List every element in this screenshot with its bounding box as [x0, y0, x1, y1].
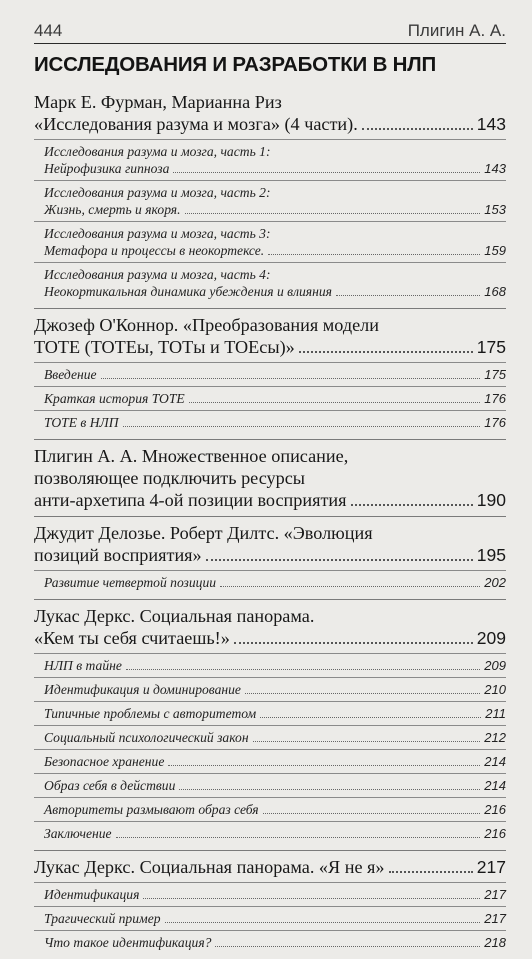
- toc-page-number: 214: [484, 778, 506, 793]
- toc-subentry: [34, 930, 506, 954]
- toc-page-number: 195: [476, 545, 506, 565]
- toc-subentry-leader-row: [44, 366, 506, 383]
- toc-subentry: [34, 797, 506, 821]
- dot-leader: [253, 741, 481, 742]
- dot-leader: [362, 128, 473, 130]
- dot-leader: [245, 693, 480, 694]
- toc-page-number: 217: [484, 887, 506, 902]
- toc-entry: [34, 516, 506, 599]
- toc-page-number: 176: [484, 391, 506, 406]
- toc-entry-title: [34, 314, 506, 358]
- toc-subentry-title-line: Типичные проблемы с авторитетом: [44, 706, 257, 721]
- toc-subentry-leader-row: [44, 705, 506, 722]
- toc-subentry-title-line: НЛП в тайне: [44, 658, 122, 673]
- running-head: [34, 0, 506, 44]
- dot-leader: [299, 351, 473, 353]
- toc-page-number: 202: [484, 575, 506, 590]
- toc-entry-title: [34, 856, 506, 878]
- toc-page-number: 190: [476, 490, 506, 510]
- toc-page-number: 209: [476, 628, 506, 648]
- toc-page-number: 217: [476, 857, 506, 877]
- toc-entry-title-line: Марк Е. Фурман, Марианна Риз: [34, 92, 282, 112]
- toc-page-number: 159: [484, 243, 506, 258]
- toc-subentries: [34, 570, 506, 594]
- toc-entry-title-line: позиций восприятия»: [34, 545, 202, 565]
- toc-entry-leader-row: [34, 489, 506, 511]
- toc-entry-title-line: Лукас Деркс. Социальная панорама. «Я не я»: [34, 857, 385, 877]
- toc-page-number: 143: [484, 161, 506, 176]
- dot-leader: [389, 871, 473, 873]
- toc-subentry-leader-row: [44, 801, 506, 818]
- toc-subentry-title-line: Развитие четвертой позиции: [44, 575, 217, 590]
- toc-page-number: 153: [484, 202, 506, 217]
- toc-subentry-title-line: Идентификация: [44, 887, 140, 902]
- toc-subentry-title-line: Исследования разума и мозга, часть 4:: [44, 267, 271, 282]
- dot-leader: [234, 642, 473, 644]
- toc-subentry: [34, 221, 506, 262]
- toc-subentry: [34, 570, 506, 594]
- page-number: 444: [34, 21, 63, 40]
- toc-subentry-leader-row: [44, 574, 506, 591]
- toc-subentry-leader-row: [44, 910, 506, 927]
- toc-page-number: 176: [484, 415, 506, 430]
- toc-entry: [34, 439, 506, 516]
- dot-leader: [126, 669, 480, 670]
- toc-subentry-title-line: Нейрофизика гипноза: [44, 161, 170, 176]
- toc-subentry-leader-row: [44, 160, 506, 177]
- toc-entry-title: [34, 91, 506, 135]
- dot-leader: [168, 765, 480, 766]
- toc-subentry-leader-row: [44, 825, 506, 842]
- toc-entry-title-line: анти-архетипа 4-ой позиции восприятия: [34, 490, 347, 510]
- section-title: ИССЛЕДОВАНИЯ И РАЗРАБОТКИ В НЛП: [34, 53, 436, 76]
- toc-subentry-leader-row: [44, 777, 506, 794]
- toc-subentry: [34, 906, 506, 930]
- toc-page-number: 143: [476, 114, 506, 134]
- dot-leader: [260, 717, 481, 718]
- dot-leader: [189, 402, 481, 403]
- toc-subentry: [34, 882, 506, 906]
- toc-page-number: 175: [484, 367, 506, 382]
- toc-subentry: [34, 386, 506, 410]
- toc-entry-leader-row: [34, 627, 506, 649]
- toc-entry-title-line: TOTE (TOTEы, TOTы и TOEсы)»: [34, 337, 295, 357]
- toc-subentry-title-line: Жизнь, смерть и якоря.: [44, 202, 181, 217]
- toc-entry-title-line: Лукас Деркс. Социальная панорама.: [34, 606, 315, 626]
- dot-leader: [185, 213, 481, 214]
- toc-subentry: [34, 821, 506, 845]
- toc-subentries: [34, 653, 506, 845]
- dot-leader: [206, 559, 473, 561]
- dot-leader: [336, 295, 480, 296]
- toc-entry-leader-row: [34, 544, 506, 566]
- toc-page-number: 175: [476, 337, 506, 357]
- toc-subentry-title-line: Краткая история TOTE: [44, 391, 185, 406]
- toc-subentry: [34, 653, 506, 677]
- toc-entry-title: [34, 605, 506, 649]
- toc-subentry-leader-row: [44, 886, 506, 903]
- toc-subentries: [34, 882, 506, 954]
- toc-subentry-leader-row: [44, 729, 506, 746]
- toc-entry-title: [34, 522, 506, 566]
- toc-subentry: [34, 749, 506, 773]
- toc-subentry-leader-row: [44, 242, 506, 259]
- toc-entry-title-line: Плигин А. А. Множественное описание,: [34, 446, 349, 466]
- toc-page-number: 211: [485, 706, 506, 721]
- toc-subentry-title-line: Неокортикальная динамика убеждения и влияния: [44, 284, 332, 299]
- toc-subentry: [34, 262, 506, 303]
- toc-subentry-title-line: Идентификация и доминирование: [44, 682, 241, 697]
- toc-entry-leader-row: [34, 336, 506, 358]
- dot-leader: [165, 922, 481, 923]
- dot-leader: [179, 789, 480, 790]
- dot-leader: [220, 586, 480, 587]
- dot-leader: [123, 426, 481, 427]
- toc-subentry: [34, 410, 506, 434]
- toc-entry: [34, 599, 506, 850]
- toc-entry-title-line: «Кем ты себя считаешь!»: [34, 628, 230, 648]
- toc-subentry: [34, 180, 506, 221]
- toc-subentry-title-line: Авторитеты размывают образ себя: [44, 802, 259, 817]
- toc-page-number: 210: [484, 682, 506, 697]
- toc-entry: [34, 850, 506, 959]
- dot-leader: [263, 813, 481, 814]
- toc-subentry-leader-row: [44, 753, 506, 770]
- toc-page-number: 212: [484, 730, 506, 745]
- toc-page-number: 217: [484, 911, 506, 926]
- toc-subentry-title-line: Образ себя в действии: [44, 778, 176, 793]
- toc-entry-title-line: Джудит Делозье. Роберт Дилтс. «Эволюция: [34, 523, 373, 543]
- toc-subentry-title-line: Заключение: [44, 826, 112, 841]
- toc-entry-title-line: Джозеф О'Коннор. «Преобразования модели: [34, 315, 379, 335]
- toc-subentry-title-line: Социальный психологический закон: [44, 730, 249, 745]
- table-of-contents: [34, 86, 506, 959]
- toc-subentries: [34, 362, 506, 434]
- toc-subentry-title-line: Исследования разума и мозга, часть 2:: [44, 185, 271, 200]
- toc-entry: [34, 308, 506, 439]
- dot-leader: [351, 504, 473, 506]
- toc-entry-leader-row: [34, 856, 506, 878]
- toc-subentry-title-line: Безопасное хранение: [44, 754, 165, 769]
- toc-entry: [34, 86, 506, 308]
- toc-subentry-leader-row: [44, 390, 506, 407]
- toc-page-number: 214: [484, 754, 506, 769]
- toc-page-number: 209: [484, 658, 506, 673]
- dot-leader: [215, 946, 480, 947]
- toc-page-number: 218: [484, 935, 506, 950]
- toc-subentry: [34, 725, 506, 749]
- toc-subentry-leader-row: [44, 657, 506, 674]
- toc-subentries: [34, 139, 506, 303]
- toc-entry-title-line: позволяющее подключить ресурсы: [34, 468, 306, 488]
- toc-subentry-title-line: Что такое идентификация?: [44, 935, 212, 950]
- dot-leader: [143, 898, 480, 899]
- toc-subentry-title-line: TOTE в НЛП: [44, 415, 119, 430]
- dot-leader: [101, 378, 481, 379]
- toc-subentry-title-line: Введение: [44, 367, 97, 382]
- toc-entry-title: [34, 445, 506, 511]
- toc-subentry-title-line: Исследования разума и мозга, часть 3:: [44, 226, 271, 241]
- toc-page-number: 168: [484, 284, 506, 299]
- toc-subentry: [34, 677, 506, 701]
- running-head-author: Плигин А. А.: [407, 21, 506, 40]
- toc-subentry: [34, 701, 506, 725]
- toc-subentry-leader-row: [44, 681, 506, 698]
- toc-subentry: [34, 773, 506, 797]
- toc-subentry-leader-row: [44, 201, 506, 218]
- toc-subentry-title-line: Метафора и процессы в неокортексе.: [44, 243, 265, 258]
- toc-subentry: [34, 139, 506, 180]
- dot-leader: [173, 172, 480, 173]
- toc-subentry-leader-row: [44, 934, 506, 951]
- toc-subentry: [34, 362, 506, 386]
- toc-subentry-leader-row: [44, 414, 506, 431]
- toc-page-number: 216: [484, 826, 506, 841]
- toc-subentry-title-line: Исследования разума и мозга, часть 1:: [44, 144, 271, 159]
- toc-entry-leader-row: [34, 113, 506, 135]
- dot-leader: [116, 837, 481, 838]
- toc-subentry-title-line: Трагический пример: [44, 911, 161, 926]
- dot-leader: [268, 254, 480, 255]
- toc-page-number: 216: [484, 802, 506, 817]
- toc-entry-title-line: «Исследования разума и мозга» (4 части).: [34, 114, 358, 134]
- toc-subentry-leader-row: [44, 283, 506, 300]
